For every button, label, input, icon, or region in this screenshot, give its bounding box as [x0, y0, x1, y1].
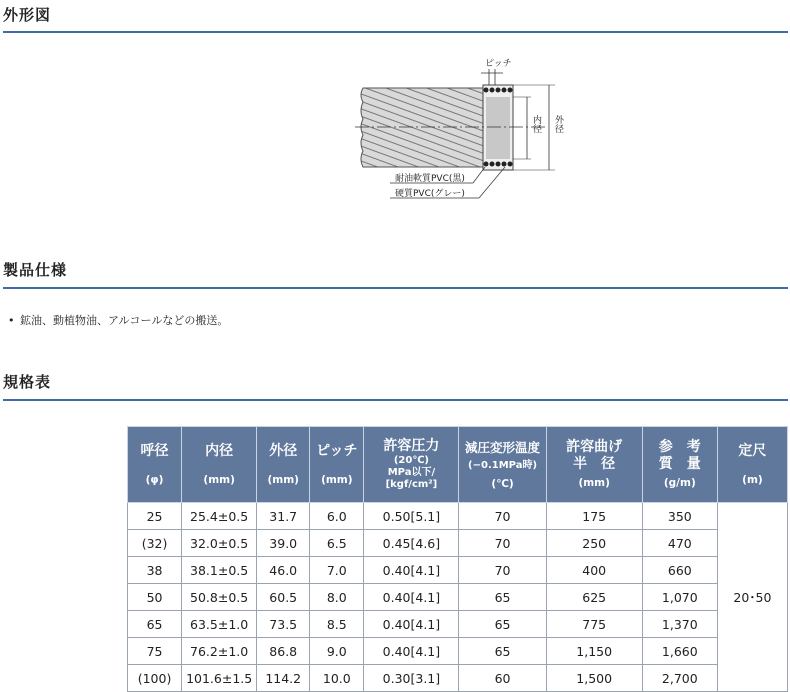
header-nominal: 呼径 (φ) — [128, 427, 182, 503]
table-row — [128, 665, 788, 692]
cell-inner-diameter: 38.1±0.5 — [182, 557, 257, 584]
cell-outer-diameter: 46.0 — [257, 557, 310, 584]
hose-outline-diagram — [355, 55, 565, 215]
table-section-title: 規格表 — [3, 373, 52, 391]
cell-pressure: 0.40[4.1] — [364, 557, 459, 584]
cell-pressure: 0.40[4.1] — [364, 638, 459, 665]
table-row — [128, 530, 788, 557]
cell-bend-radius: 1,500 — [546, 665, 642, 692]
cell-inner-diameter: 25.4±0.5 — [182, 503, 257, 530]
table-header-row — [128, 427, 788, 503]
cell-inner-diameter: 50.8±0.5 — [182, 584, 257, 611]
cell-temp: 60 — [459, 665, 546, 692]
outline-divider — [3, 31, 788, 33]
cell-bend-radius: 175 — [546, 503, 642, 530]
cell-temp: 70 — [459, 530, 546, 557]
cell-inner-diameter: 101.6±1.5 — [182, 665, 257, 692]
outline-section-title: 外形図 — [3, 6, 52, 24]
cell-outer-diameter: 39.0 — [257, 530, 310, 557]
cell-pitch: 7.0 — [310, 557, 364, 584]
cell-outer-diameter: 86.8 — [257, 638, 310, 665]
header-inner-diameter: 内径 (mm) — [182, 427, 257, 503]
header-standard-length: 定尺 (m) — [717, 427, 787, 503]
header-bend-radius: 許容曲げ 半 径 (mm) — [546, 427, 642, 503]
table-divider — [3, 399, 788, 401]
cell-pressure: 0.40[4.1] — [364, 611, 459, 638]
material-label-gray: 硬質PVC(グレー) — [395, 189, 465, 199]
cell-mass: 470 — [642, 530, 717, 557]
cell-nominal: (100) — [128, 665, 182, 692]
bullet-icon: • — [8, 314, 15, 327]
cell-pressure: 0.45[4.6] — [364, 530, 459, 557]
cell-nominal: 38 — [128, 557, 182, 584]
cell-outer-diameter: 114.2 — [257, 665, 310, 692]
cell-mass: 1,070 — [642, 584, 717, 611]
table-row — [128, 503, 788, 530]
inner-diameter-label: 内径 — [531, 115, 541, 133]
cell-outer-diameter: 73.5 — [257, 611, 310, 638]
cell-nominal: 75 — [128, 638, 182, 665]
cell-nominal: 25 — [128, 503, 182, 530]
header-allowable-pressure: 許容圧力 (20℃) MPa以下/ [kgf/cm²] — [364, 427, 459, 503]
cell-temp: 70 — [459, 557, 546, 584]
cell-pitch: 6.0 — [310, 503, 364, 530]
cell-mass: 1,660 — [642, 638, 717, 665]
cell-nominal: 65 — [128, 611, 182, 638]
cell-inner-diameter: 32.0±0.5 — [182, 530, 257, 557]
cell-pressure: 0.40[4.1] — [364, 584, 459, 611]
cell-bend-radius: 625 — [546, 584, 642, 611]
table-body — [128, 503, 788, 692]
cell-mass: 2,700 — [642, 665, 717, 692]
cell-pitch: 8.5 — [310, 611, 364, 638]
cell-temp: 65 — [459, 584, 546, 611]
header-outer-diameter: 外径 (mm) — [257, 427, 310, 503]
cell-temp: 65 — [459, 638, 546, 665]
cell-bend-radius: 250 — [546, 530, 642, 557]
cell-mass: 350 — [642, 503, 717, 530]
spec-divider — [3, 287, 788, 289]
material-label-black: 耐油軟質PVC(黒) — [395, 174, 465, 184]
spec-bullet-item — [8, 312, 228, 328]
table-row — [128, 611, 788, 638]
table-row — [128, 638, 788, 665]
header-deformation-temp: 減圧変形温度 (−0.1MPa時) (℃) — [459, 427, 546, 503]
cell-nominal: 50 — [128, 584, 182, 611]
cell-nominal: (32) — [128, 530, 182, 557]
cell-standard-length: 20･50 — [717, 503, 787, 692]
cell-outer-diameter: 31.7 — [257, 503, 310, 530]
cell-temp: 70 — [459, 503, 546, 530]
cell-mass: 1,370 — [642, 611, 717, 638]
cell-temp: 65 — [459, 611, 546, 638]
cell-pitch: 8.0 — [310, 584, 364, 611]
pitch-label: ピッチ — [485, 59, 512, 69]
hose-body — [365, 89, 483, 166]
cell-mass: 660 — [642, 557, 717, 584]
cell-outer-diameter: 60.5 — [257, 584, 310, 611]
cell-pitch: 6.5 — [310, 530, 364, 557]
cell-pitch: 9.0 — [310, 638, 364, 665]
header-pitch: ピッチ (mm) — [310, 427, 364, 503]
cell-pitch: 10.0 — [310, 665, 364, 692]
spec-section-title: 製品仕様 — [3, 261, 68, 279]
spec-table — [127, 426, 788, 692]
table-row — [128, 584, 788, 611]
table-row — [128, 557, 788, 584]
header-reference-mass: 参 考 質 量 (g/m) — [642, 427, 717, 503]
cell-pressure: 0.30[3.1] — [364, 665, 459, 692]
cell-bend-radius: 775 — [546, 611, 642, 638]
cell-bend-radius: 1,150 — [546, 638, 642, 665]
outer-diameter-label: 外径 — [553, 115, 563, 133]
spec-item-text: 鉱油、動植物油、アルコールなどの搬送。 — [20, 314, 229, 327]
cell-inner-diameter: 63.5±1.0 — [182, 611, 257, 638]
cell-bend-radius: 400 — [546, 557, 642, 584]
cell-pressure: 0.50[5.1] — [364, 503, 459, 530]
cell-inner-diameter: 76.2±1.0 — [182, 638, 257, 665]
